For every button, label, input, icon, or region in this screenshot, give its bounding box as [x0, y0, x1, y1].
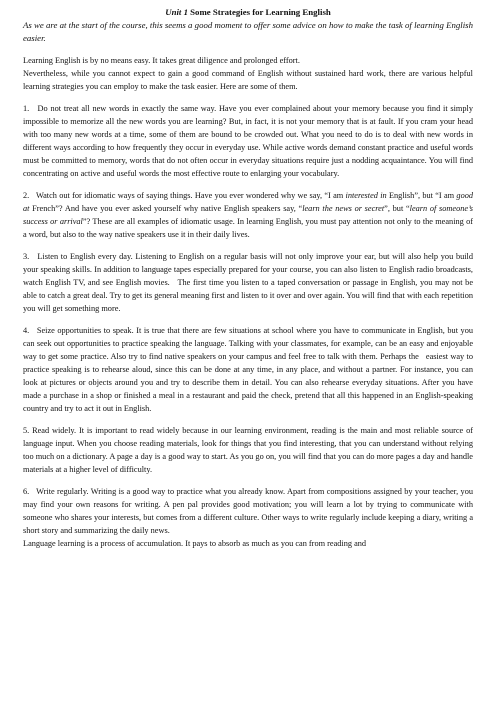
strategy-5-paragraph: 5. Read widely. It is important to read widely because in our learning environment, reading is the main and most reliable source of language input. When you choose reading materials, look for things that you find interesting, that you can understand without relying too much on a dictionary. A page a day is a good way to start. As you go on, you will find that you can do more pages a day and handle materials at a higher level of difficulty.: [23, 426, 473, 474]
opening-line: Learning English is by no means easy. It takes great diligence and prolonged effort.: [23, 56, 300, 65]
unit-label: Unit 1: [165, 7, 188, 17]
strategy-1-paragraph: 1. Do not treat all new words in exactly the same way. Have you ever complained about your memory because you find it simply impossible to memorize all the new words you are learning? But, in fact, it is not your memory that is at fault. If you cram your head with too many new words at a time, some of them are bound to be crowded out. What you need to do is to deal with new words in different ways according to how frequently they occur in everyday use. While active words demand constant practice and useful words must be committed to memory, words that do not often occur in everyday situations require just a nodding acquaintance. You will find concentrating on active and useful words the most effective route to enlarging your vocabulary.: [23, 104, 473, 178]
closing-paragraph: Language learning is a process of accumulation. It pays to absorb as much as you can from reading and: [23, 539, 367, 548]
title-text: Some Strategies for Learning English: [187, 7, 331, 17]
page-title: [23, 6, 473, 19]
strategy-6-paragraph: 6. Write regularly. Writing is a good way to practice what you already know. Apart from compositions assigned by your teacher, you may find your own reasons for writing. A pen pal provides good motivation; you will learn a lot by trying to communicate with someone who shares your interests, but comes from a different culture. Other ways to write regularly include keeping a diary, writing a short story and summarizing the daily news.: [23, 487, 473, 535]
strategy-4-paragraph: 4. Seize opportunities to speak. It is true that there are few situations at school where you have to communicate in English, but you can seek out opportunities to practice speaking the language. Talking with your classmates, for example, can be an easy and enjoyable way to get some practice. Also try to find native speakers on your campus and feel free to talk with them. Perhaps the easiest way to practice speaking is to rehearse aloud, since this can be done at any time, in any place, and without a partner. For instance, you can look at pictures or objects around you and try to describe them in detail. You can also rehearse everyday situations. After you have made a purchase in a shop or finished a meal in a restaurant and paid the check, pretend that all this happened in an English-speaking country and try to act it out in English.: [23, 326, 473, 413]
strategy-2-paragraph: 2. Watch out for idiomatic ways of saying things. Have you ever wondered why we say, “I am interested in English”, but “I am good at French”? And have you ever asked yourself why native English speakers say, “learn the news or secret”, but “learn of someone’s success or arrival”? These are all examples of idiomatic usage. In learning English, you must pay attention not only to the meaning of a word, but also to the way native speakers use it in their daily lives.: [23, 191, 474, 239]
intro-paragraph: As we are at the start of the course, this seems a good moment to offer some advice on how to make the task of learning English easier.: [23, 20, 473, 43]
strategy-3-paragraph: 3. Listen to English every day. Listening to English on a regular basis will not only improve your ear, but will also help you build your speaking skills. In addition to language tapes especially prepared for your course, you can also listen to English radio broadcasts, watch English TV, and see English movies. The first time you listen to a taped conversation or passage in English, you may not be able to catch a great deal. Try to get its general meaning first and listen to it over and over again. You will find that with each repetition you will get something more.: [23, 252, 473, 313]
opening-paragraph: Nevertheless, while you cannot expect to gain a good command of English without sustained hard work, there are various helpful learning strategies you can employ to make the task easier. Here are some of them.: [23, 69, 473, 91]
